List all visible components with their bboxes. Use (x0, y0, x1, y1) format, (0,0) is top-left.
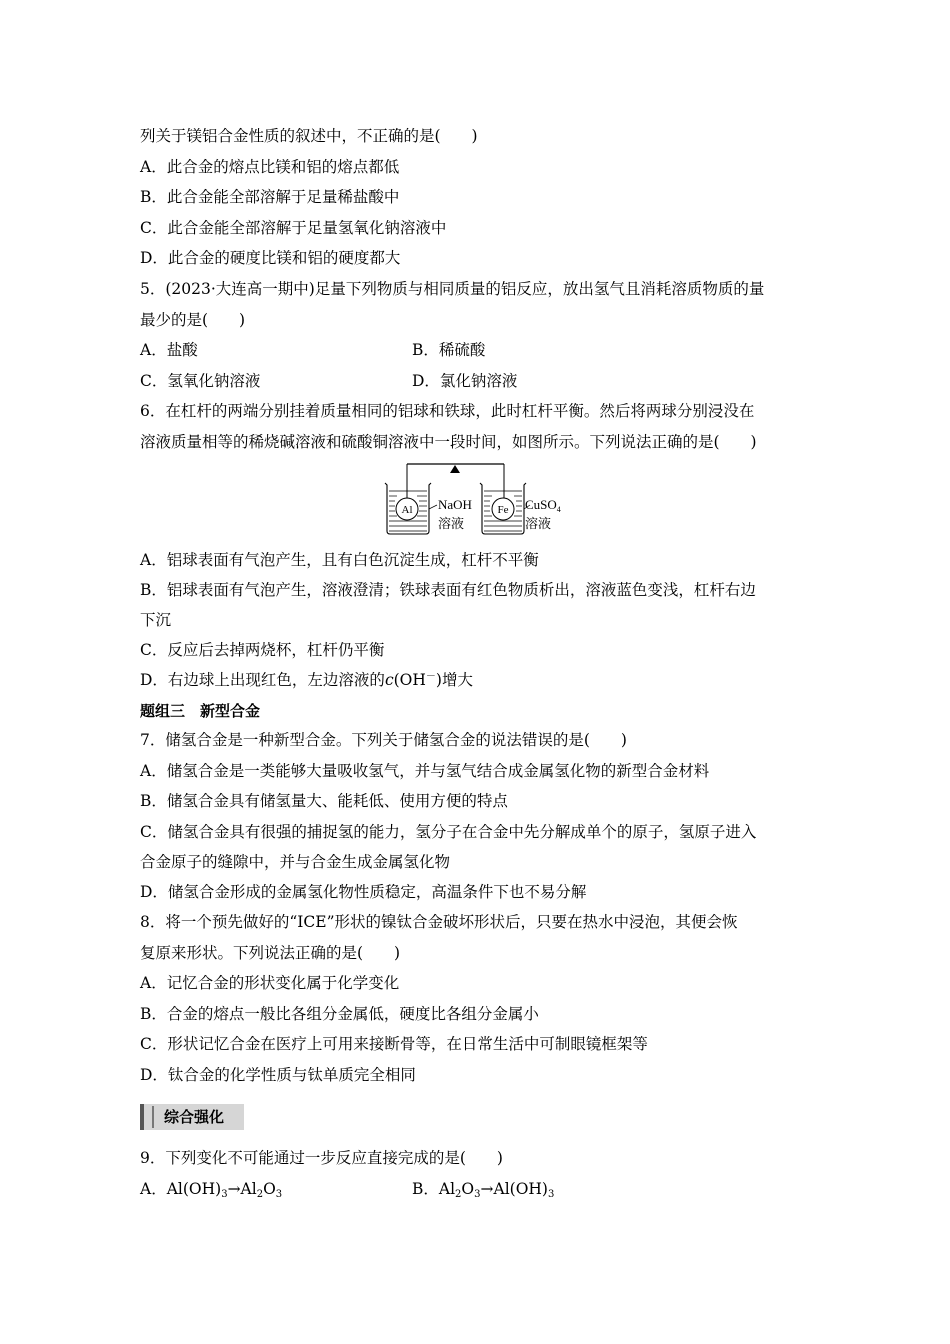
q8-option-d: D．钛合金的化学性质与钛单质完全相同 (140, 1066, 416, 1084)
section-heading-bar-icon (152, 1106, 154, 1128)
q8-option-b: B．合金的熔点一般比各组分金属低，硬度比各组分金属小 (140, 1005, 539, 1023)
q8-stem-line2: 复原来形状。下列说法正确的是( ) (140, 944, 401, 962)
q5-option-c: C．氢氧化钠溶液 (140, 372, 261, 390)
q5-option-a: A．盐酸 (140, 341, 198, 359)
q9-stem: 9．下列变化不可能通过一步反应直接完成的是( ) (140, 1149, 503, 1167)
q6-option-b-line2: 下沉 (140, 611, 172, 629)
q8-stem-line1: 8．将一个预先做好的“ICE”形状的镍钛合金破坏形状后，只要在热水中浸泡，其便会恢 (140, 913, 738, 931)
q9-option-a: A．$Al(OH)_3\to Al_2O_3$ (140, 1180, 283, 1200)
q5-option-d: D．氯化钠溶液 (412, 372, 518, 390)
q4-option-d: D．此合金的硬度比镁和铝的硬度都大 (140, 249, 401, 267)
q6-stem-line1: 6．在杠杆的两端分别挂着质量相同的铝球和铁球，此时杠杆平衡。然后将两球分别浸没在 (140, 402, 755, 420)
aluminum-ball-label: Al (401, 504, 413, 516)
q7-option-a: A．储氢合金是一类能够大量吸收氢气，并与氢气结合成金属氢化物的新型合金材料 (140, 762, 710, 780)
left-solution-label: 溶液 (438, 517, 465, 532)
naoh-label: NaOH (438, 497, 472, 512)
q6-option-b-line1: B．铝球表面有气泡产生，溶液澄清；铁球表面有红色物质析出，溶液蓝色变浅，杠杆右边 (140, 581, 756, 599)
fulcrum-triangle (450, 465, 460, 473)
q8-option-a: A．记忆合金的形状变化属于化学变化 (140, 974, 400, 992)
lever-beaker-diagram (383, 461, 573, 537)
q6-option-c: C．反应后去掉两烧杯，杠杆仍平衡 (140, 641, 385, 659)
q7-stem: 7．储氢合金是一种新型合金。下列关于储氢合金的说法错误的是( ) (140, 731, 627, 749)
q4-stem: 列关于镁铝合金性质的叙述中，不正确的是( ) (140, 127, 478, 145)
left-pointer (429, 505, 437, 509)
q6-option-a: A．铝球表面有气泡产生，且有白色沉淀生成，杠杆不平衡 (140, 551, 539, 569)
q8-option-c: C．形状记忆合金在医疗上可用来接断骨等，在日常生活中可制眼镜框架等 (140, 1035, 648, 1053)
right-solution-label: 溶液 (525, 517, 552, 532)
q4-option-c: C．此合金能全部溶解于足量氢氧化钠溶液中 (140, 219, 447, 237)
q5-stem-line1: 5．(2023·大连高一期中)足量下列物质与相同质量的铝反应，放出氢气且消耗溶质物质的量 (140, 280, 765, 298)
q6-stem-line2: 溶液质量相等的稀烧碱溶液和硫酸铜溶液中一段时间，如图所示。下列说法正确的是( ) (140, 433, 757, 451)
q7-option-b: B．储氢合金具有储氢量大、能耗低、使用方便的特点 (140, 792, 508, 810)
q5-option-b: B．稀硫酸 (412, 341, 486, 359)
q4-option-a: A．此合金的熔点比镁和铝的熔点都低 (140, 158, 400, 176)
cuso4-label: CuSO$_4$ (525, 497, 561, 514)
q7-option-c-line1: C．储氢合金具有很强的捕捉氢的能力，氢分子在合金中先分解成单个的原子，氢原子进入 (140, 823, 757, 841)
q7-option-d: D．储氢合金形成的金属氢化物性质稳定，高温条件下也不易分解 (140, 883, 587, 901)
group3-heading: 题组三 新型合金 (140, 702, 261, 720)
q7-option-c-line2: 合金原子的缝隙中，并与合金生成金属氢化物 (140, 853, 451, 871)
q5-stem-line2: 最少的是( ) (140, 311, 246, 329)
iron-ball-label: Fe (497, 504, 509, 516)
section-heading-label: 综合强化 (164, 1108, 225, 1126)
q6-option-d: D．右边球上出现红色，左边溶液的c(OH－)增大 (140, 670, 473, 689)
q9-option-b: B．$Al_2O_3\to Al(OH)_3$ (412, 1180, 555, 1200)
q4-option-b: B．此合金能全部溶解于足量稀盐酸中 (140, 188, 400, 206)
section-heading (140, 1104, 244, 1130)
